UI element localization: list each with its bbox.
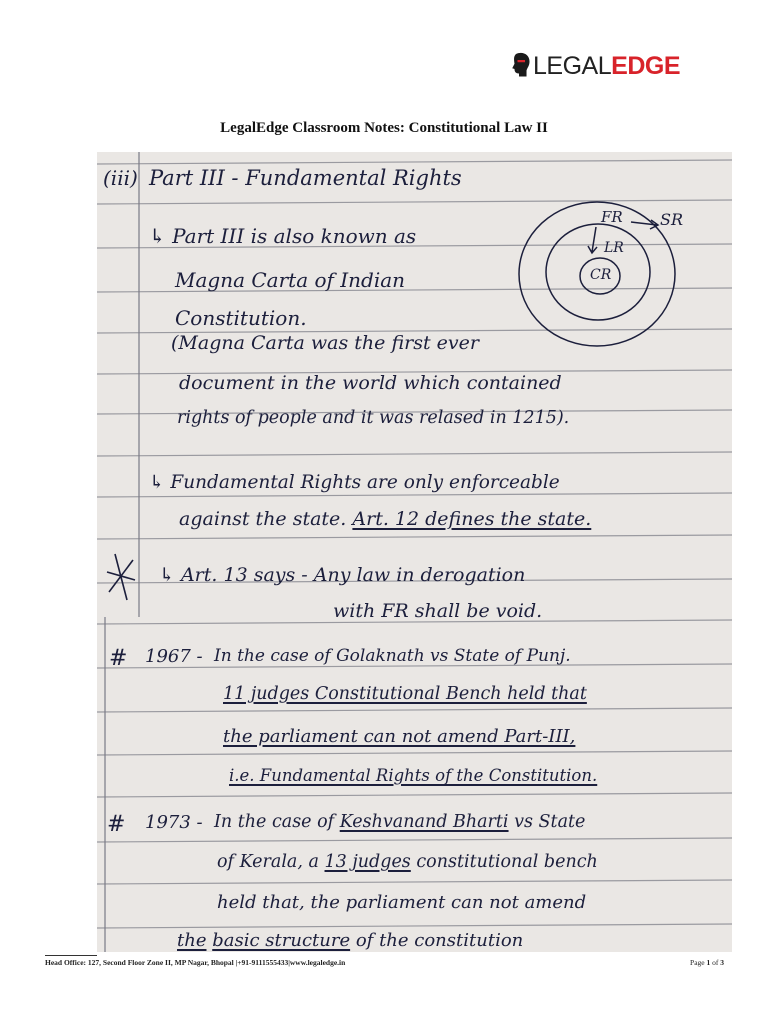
intro-line-3: Constitution. [175, 306, 307, 330]
case-1973-line-1-a: In the case of [214, 812, 335, 832]
intro-line-1: ↳ Part III is also known as [149, 224, 417, 248]
magna-line-1: (Magna Carta was the first ever [171, 332, 479, 354]
case-1973-line-1 [214, 812, 585, 832]
logo-legal: LEGAL [533, 51, 612, 80]
case-1973-line-1-c: vs State [514, 812, 586, 832]
enforce-line-2-a: against the state. [179, 508, 347, 530]
case-1973-year: 1973 - [145, 812, 203, 833]
case-1973-line-4-a: the [177, 930, 207, 951]
case-1973-line-2 [217, 852, 598, 872]
case-1973-marker: # [107, 812, 126, 837]
diagram-label-fr: FR [601, 208, 623, 226]
notebook-page-photo [97, 152, 732, 952]
of-word: of [712, 958, 719, 967]
footer-office-address: Head Office: 127, Second Floor Zone II, MP Nagar, Bhopal |+91-9111555433|www.legaledge.in [45, 958, 346, 967]
art13-line-1: ↳ Art. 13 says - Any law in derogation [159, 564, 526, 586]
footer-divider [45, 955, 97, 956]
enforce-line-1: ↳ Fundamental Rights are only enforceable [149, 472, 560, 493]
page-num: 1 [706, 958, 711, 967]
diagram-label-cr: CR [590, 267, 612, 283]
diagram-label-lr: LR [604, 240, 624, 256]
case-1973-line-2-c: constitutional bench [416, 852, 598, 872]
case-1967-line-4: i.e. Fundamental Rights of the Constitution. [229, 766, 598, 785]
heading-number: (iii) [103, 166, 138, 190]
case-1973-line-4 [177, 930, 523, 951]
page-word: Page [690, 958, 705, 967]
case-1973-line-3: held that, the parliament can not amend [217, 892, 587, 913]
page-total: 3 [720, 958, 724, 967]
case-1967-year: 1967 - [145, 646, 203, 667]
logo-wordmark [533, 52, 680, 81]
enforce-line-2-b: Art. 12 defines the state. [352, 508, 592, 530]
case-1967-line-3: the parliament can not amend Part-III, [223, 726, 576, 747]
art13-line-2: with FR shall be void. [333, 600, 543, 622]
magna-line-3: rights of people and it was relased in 1215). [177, 408, 570, 428]
logo-edge: EDGE [611, 51, 680, 80]
case-1973-line-2-a: of Kerala, a [217, 852, 319, 872]
case-1973-line-2-b: 13 judges [324, 852, 411, 872]
head-silhouette-icon [510, 46, 531, 86]
enforce-line-2 [179, 508, 591, 530]
case-1973-line-1-b: Keshvanand Bharti [339, 812, 509, 832]
document-title: LegalEdge Classroom Notes: Constitutional Law II [220, 120, 548, 136]
case-1973-line-4-b: basic structure [212, 930, 351, 951]
case-1967-line-2: 11 judges Constitutional Bench held that [223, 684, 587, 704]
footer-page-number [690, 958, 724, 967]
magna-line-2: document in the world which contained [179, 372, 562, 394]
intro-line-2: Magna Carta of Indian [175, 268, 406, 292]
case-1967-line-1: In the case of Golaknath vs State of Punj. [214, 646, 571, 666]
section-heading: Part III - Fundamental Rights [149, 166, 462, 190]
legaledge-logo [510, 42, 680, 90]
case-1973-line-4-c: of the constitution [355, 930, 524, 951]
diagram-label-sr: SR [660, 210, 684, 229]
case-1967-marker: # [109, 646, 128, 671]
